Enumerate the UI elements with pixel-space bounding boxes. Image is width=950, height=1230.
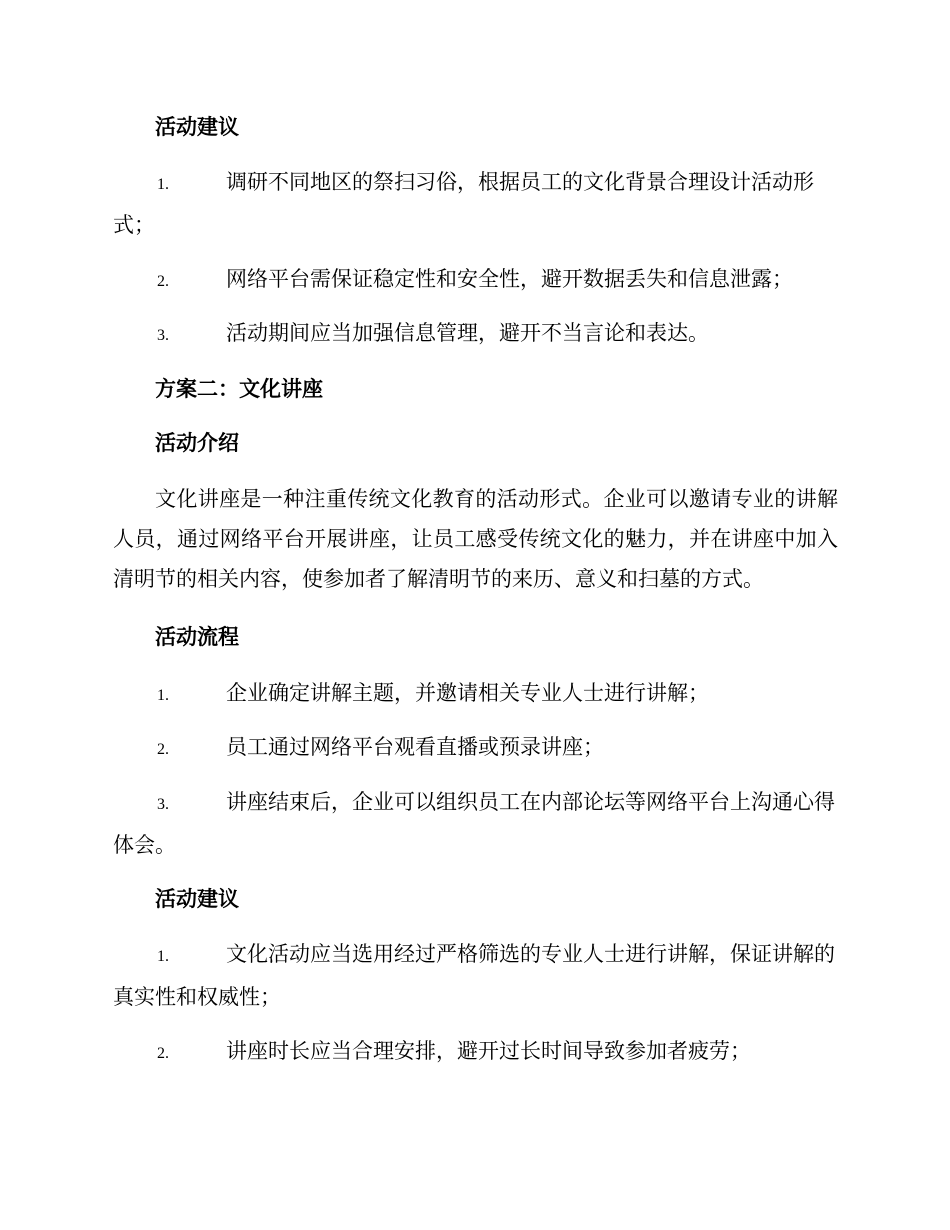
section-heading: 活动介绍 [155, 430, 239, 455]
list-number: 2. [157, 741, 169, 758]
list-text: 文化活动应当选用经过严格筛选的专业人士进行讲解，保证讲解的真实性和权威性； [113, 942, 835, 1009]
list-item [113, 259, 838, 302]
list-text: 讲座时长应当合理安排，避开过长时间导致参加者疲劳； [226, 1039, 751, 1063]
list-text: 企业确定讲解主题，并邀请相关专业人士进行讲解； [226, 681, 709, 705]
list-text: 调研不同地区的祭扫习俗，根据员工的文化背景合理设计活动形式； [113, 170, 814, 237]
list-item [113, 727, 838, 770]
list-item [113, 934, 838, 1017]
list-item [113, 782, 838, 865]
list-item [113, 1031, 838, 1074]
list-text: 网络平台需保证稳定性和安全性，避开数据丢失和信息泄露； [226, 267, 793, 291]
list-number: 2. [157, 1045, 169, 1062]
list-text: 活动期间应当加强信息管理，避开不当言论和表达。 [226, 321, 709, 345]
section-heading: 活动建议 [155, 114, 239, 139]
plan-heading: 方案二：文化讲座 [155, 376, 323, 401]
list-text: 员工通过网络平台观看直播或预录讲座； [226, 735, 604, 759]
list-item [113, 162, 838, 245]
list-number: 1. [157, 687, 169, 704]
list-number: 1. [157, 176, 169, 193]
list-number: 1. [157, 948, 169, 965]
section-heading: 活动建议 [155, 886, 239, 911]
list-item [113, 673, 838, 716]
intro-paragraph: 文化讲座是一种注重传统文化教育的活动形式。企业可以邀请专业的讲解人员，通过网络平台开展讲座，让员工感受传统文化的魅力，并在讲座中加入清明节的相关内容，使参加者了解清明节的来历、意义和扫墓的方式。 [113, 487, 838, 591]
list-number: 3. [157, 327, 169, 344]
list-item [113, 313, 838, 356]
list-number: 2. [157, 273, 169, 290]
list-number: 3. [157, 796, 169, 813]
section-heading: 活动流程 [155, 624, 239, 649]
list-text: 讲座结束后，企业可以组织员工在内部论坛等网络平台上沟通心得体会。 [113, 790, 835, 857]
